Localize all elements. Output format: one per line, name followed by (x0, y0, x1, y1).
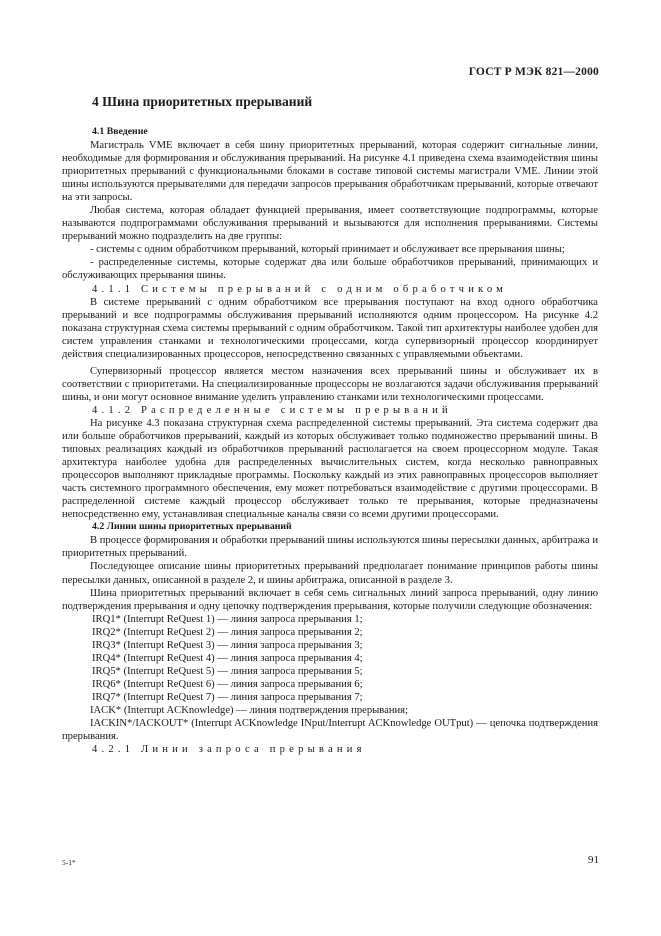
paragraph: Последующее описание шины приоритетных прерываний предполагает понимание принципов работы шины пересылки данных, описанной в разделе 2, и шины арбитража, описанной в разделе 3. (62, 561, 598, 586)
paragraph: Магистраль VME включает в себя шину приоритетных прерываний, которая содержит сигнальные линии, необходимые для формирования и обслуживания прерываний. На рисунке 4.1 приведена схема взаимодействия шины приоритетных прерываний с функциональными блоками в составе типовой системы магистрали VME. Линии этой шины используются прерывателями для передачи запросов прерывания обработчикам прерываний, которые отвечают на эти запросы. (62, 140, 598, 204)
irq-line: IRQ1* (Interrupt ReQuest 1) — линия запроса прерывания 1; (92, 613, 363, 625)
section-title: 4 Шина приоритетных прерываний (92, 94, 313, 109)
paragraph: В системе прерываний с одним обработчиком все прерывания поступают на вход одного обработчика прерываний и все подпрограммы обслуживания прерываний исполняются одним процессором. На рисунке 4.2 показана структурная схема системы прерываний с одним обработчиком. Такой тип архитектуры наиболее удобен для систем управления станками и технологическими процессами, когда супервизорный процессор координирует действия специализированных процессоров, непосредственно связанных с управляемыми объектами. (62, 296, 598, 360)
page-number: 91 (588, 854, 599, 866)
paragraph: В процессе формирования и обработки прерываний шины используются шины пересылки данных, арбитража и приоритетных прерываний. (62, 535, 598, 560)
paragraph: - распределенные системы, которые содержат два или больше обработчиков прерываний, принимающих и обслуживающих прерывания шины. (62, 257, 598, 282)
irq-line: IRQ2* (Interrupt ReQuest 2) — линия запроса прерывания 2; (92, 626, 363, 638)
subsection-heading-4-2-1: 4.2.1 Линии запроса прерывания (92, 744, 366, 756)
irq-line: IRQ7* (Interrupt ReQuest 7) — линия запроса прерывания 7; (92, 691, 363, 703)
paragraph: Шина приоритетных прерываний включает в себя семь сигнальных линий запроса прерываний, одну линию подтверждения прерывания и одну цепочку подтверждения прерывания, которые получили следующие обозначения: (62, 587, 598, 612)
subsection-title-4-1: 4.1 Введение (92, 126, 148, 137)
footer-signature: 5-1* (62, 858, 76, 867)
irq-line: IRQ6* (Interrupt ReQuest 6) — линия запроса прерывания 6; (92, 678, 363, 690)
subsection-heading-4-1-2: 4.1.2 Распределенные системы прерываний (92, 404, 452, 416)
paragraph: Любая система, которая обладает функцией прерывания, имеет соответствующие подпрограммы, которые называются подпрограммами обслуживания прерываний и вызываются для исполнения прерываниями. Системы прерываний можно подразделить на две группы: (62, 205, 598, 243)
irq-line: IRQ3* (Interrupt ReQuest 3) — линия запроса прерывания 3; (92, 639, 363, 651)
iack-line: IACK* (Interrupt ACKnowledge) — линия подтверждения прерывания; (90, 704, 408, 716)
irq-line: IRQ4* (Interrupt ReQuest 4) — линия запроса прерывания 4; (92, 652, 363, 664)
subsection-heading-4-1-1: 4.1.1 Системы прерываний с одним обработчиком (92, 283, 508, 295)
subsection-title-4-2: 4.2 Линии шины приоритетных прерываний (92, 521, 292, 533)
paragraph: На рисунке 4.3 показана структурная схема распределенной системы прерываний. Эта система содержит два или больше обработчиков прерываний, каждый из которых обслуживает только подмножество прерываний шины. В типовых реализациях каждый из обработчиков прерываний располагается на своем процессорном модуле. Такая архитектура наиболее удобна для распределенных вычислительных систем, когда несколько равноправных процессоров выполняют прикладные программы. Поскольку каждый из этих равноправных процессоров выполняет часть системного программного обеспечения, ему может потребоваться взаимодействие с другими процессорами. В распределенной системе каждый процессор обслуживает только те прерывания, которые предназначены непосредственно ему, устанавливая специальные каналы связи со всеми другими процессорами. (62, 417, 598, 521)
irq-line: IRQ5* (Interrupt ReQuest 5) — линия запроса прерывания 5; (92, 665, 363, 677)
paragraph: Супервизорный процессор является местом назначения всех прерываний шины и обслуживает их в соответствии с приоритетами. На специализированные процессоры не возлагаются задачи обслуживания прерываний шины, и они могут основное внимание уделить управлению станками или технологическими процессами. (62, 365, 598, 403)
page-content (62, 94, 598, 756)
paragraph: - системы с одним обработчиком прерываний, который принимает и обслуживает все прерывания шины; (90, 244, 565, 256)
running-header: ГОСТ Р МЭК 821—2000 (468, 66, 599, 78)
iackin-line: IACKIN*/IACKOUT* (Interrupt ACKnowledge INput/Interrupt ACKnowledge OUTput) — цепочка подтверждения прерывания. (62, 718, 598, 743)
